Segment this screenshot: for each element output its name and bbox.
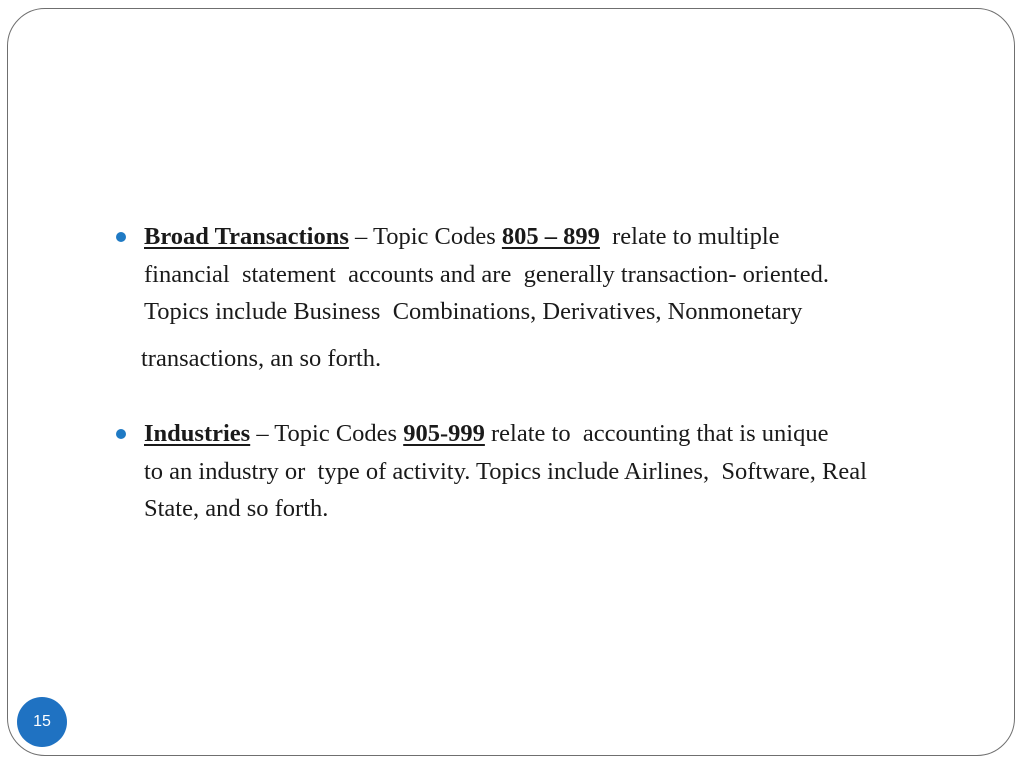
text-line: to an industry or type of activity. Topics include Airlines, Software, Real: [144, 457, 867, 485]
topic-codes: 805 – 899: [501, 223, 600, 250]
page-number-badge: 15: [17, 697, 67, 747]
bullet-first-line: [144, 218, 972, 256]
text-line: transactions, an so forth.: [141, 344, 382, 372]
bullet-broad-transactions: [112, 218, 972, 377]
text-line: relate to multiple: [599, 223, 780, 250]
bullet-dot-icon: [116, 232, 126, 242]
slide-content: [112, 218, 972, 528]
text-line: relate to accounting that is unique: [484, 420, 829, 447]
text-line: State, and so forth.: [144, 495, 329, 522]
text-line: Topics include Business Combinations, Derivatives, Nonmonetary: [144, 298, 803, 325]
term-heading: Broad Transactions: [144, 223, 349, 250]
term-dash: – Topic Codes: [250, 420, 404, 447]
term-heading: Industries: [144, 420, 251, 447]
text-line: financial statement accounts and are generally transaction- oriented.: [144, 260, 830, 288]
bullet-industries: [112, 415, 972, 528]
bullet-dot-icon: [116, 429, 126, 439]
bullet-first-line: [144, 415, 972, 453]
topic-codes: 905-999: [403, 420, 485, 447]
term-dash: – Topic Codes: [348, 223, 502, 250]
